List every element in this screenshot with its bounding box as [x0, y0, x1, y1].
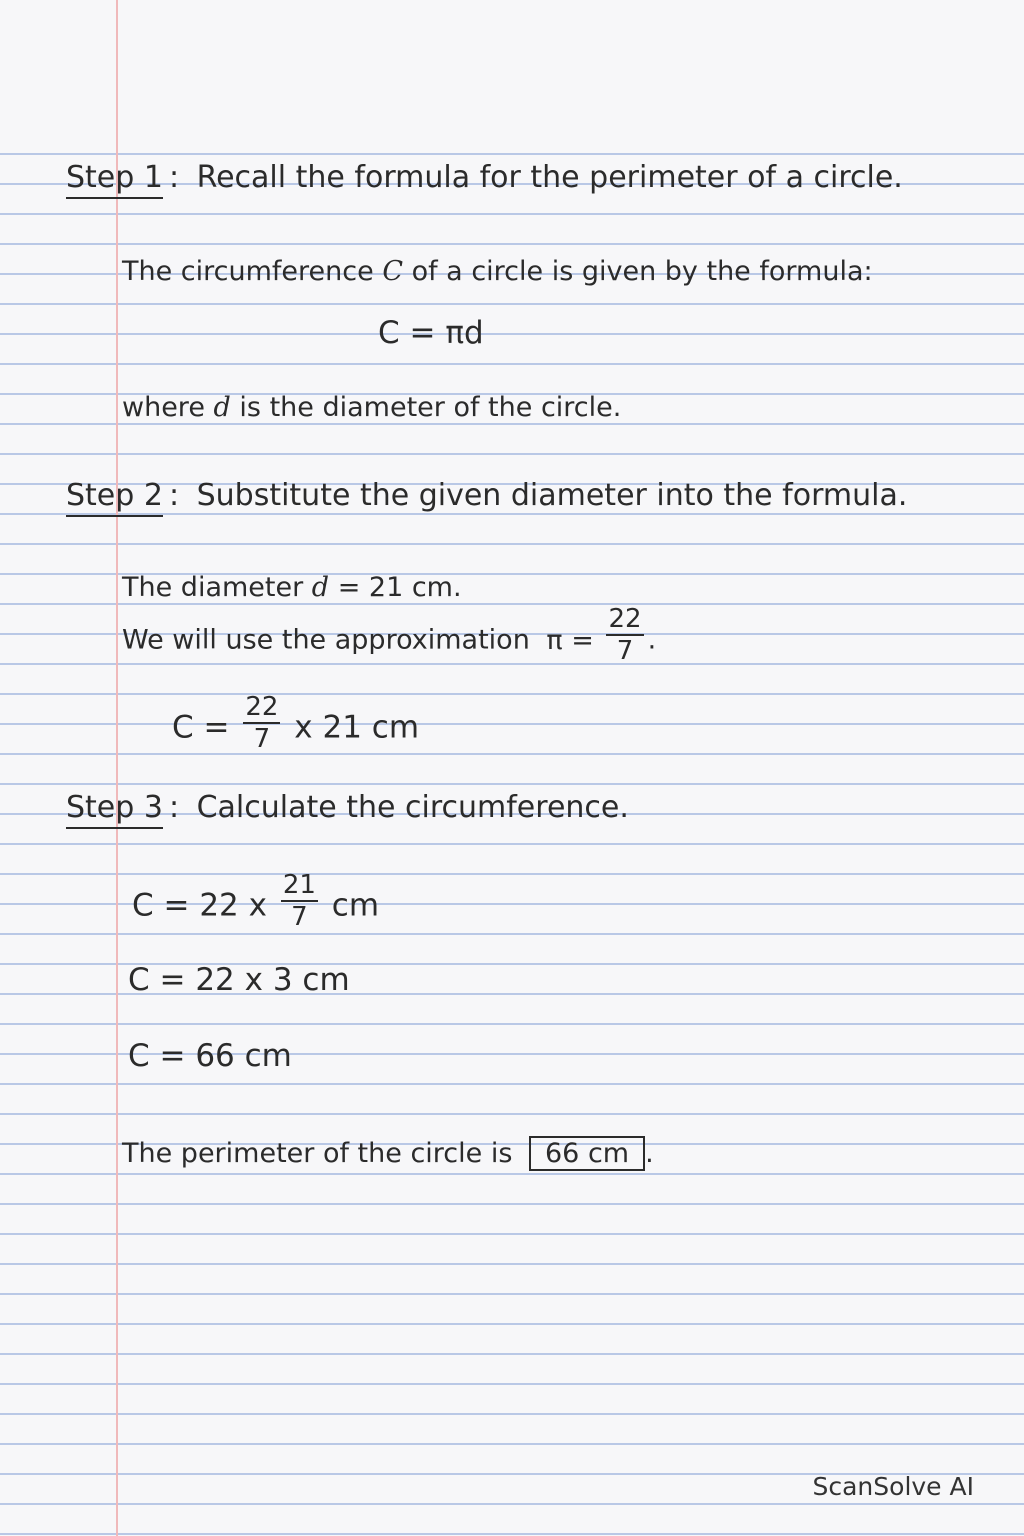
step3-line2: C = 22 x 3 cm — [128, 962, 350, 998]
step3-title: Calculate the circumference. — [196, 790, 629, 825]
step3-line1-den: 7 — [291, 902, 308, 932]
page-top-margin — [0, 0, 1024, 150]
step2-title: Substitute the given diameter into the formula. — [196, 478, 908, 513]
step2-approx-end: . — [647, 624, 657, 656]
step3-line1-num: 21 — [282, 870, 316, 900]
step1-label: Step 1 — [66, 160, 163, 199]
step1-intro-a: The circumference — [122, 256, 374, 287]
answer-end: . — [645, 1138, 654, 1169]
step3-line1-fraction — [281, 872, 318, 930]
step3-colon: : — [168, 790, 180, 825]
step2-eq-a: C = — [172, 709, 230, 746]
step2-approx-b: π = — [546, 624, 594, 656]
step3-label: Step 3 — [66, 790, 163, 829]
brand-watermark: ScanSolve AI — [812, 1472, 974, 1501]
step3-line3: C = 66 cm — [128, 1038, 292, 1074]
step3-heading — [66, 790, 629, 825]
step1-intro-var: C — [382, 256, 403, 287]
step2-diameter — [122, 572, 462, 603]
step2-approx-den: 7 — [616, 636, 634, 666]
step2-approx-fraction — [606, 606, 643, 664]
step1-title: Recall the formula for the perimeter of a circle. — [196, 160, 903, 195]
step1-colon: : — [168, 160, 180, 195]
step2-approx-a: We will use the approximation — [122, 624, 530, 656]
step2-approx — [122, 604, 657, 670]
step1-where-b: is the diameter of the circle. — [239, 392, 622, 423]
answer-text: The perimeter of the circle is — [122, 1138, 513, 1169]
step1-intro — [122, 256, 873, 287]
step2-label: Step 2 — [66, 478, 163, 517]
step3-line1-b: cm — [331, 887, 380, 924]
step2-diam-a: The diameter — [122, 572, 304, 603]
step1-intro-b: of a circle is given by the formula: — [411, 256, 873, 287]
step2-colon: : — [168, 478, 180, 513]
margin-line — [116, 0, 118, 1536]
final-answer-sentence — [122, 1138, 654, 1169]
step2-approx-num: 22 — [608, 604, 642, 634]
step1-where-var: d — [213, 392, 231, 423]
step3-line1-a: C = 22 x — [132, 887, 267, 924]
step1-where-a: where — [122, 392, 205, 423]
step2-eq-b: x 21 cm — [294, 709, 420, 746]
step2-eq-num: 22 — [245, 692, 279, 722]
step2-equation — [172, 692, 420, 758]
answer-box: 66 cm — [529, 1136, 645, 1171]
step2-diam-b: = 21 cm. — [337, 572, 462, 603]
step1-where — [122, 392, 621, 423]
step1-formula: C = πd — [378, 315, 484, 351]
step2-eq-den: 7 — [253, 724, 271, 754]
step2-heading — [66, 478, 907, 513]
step2-eq-fraction — [243, 694, 280, 752]
step3-line1 — [132, 870, 380, 936]
step1-heading — [66, 160, 903, 195]
step2-diam-var: d — [311, 572, 330, 603]
